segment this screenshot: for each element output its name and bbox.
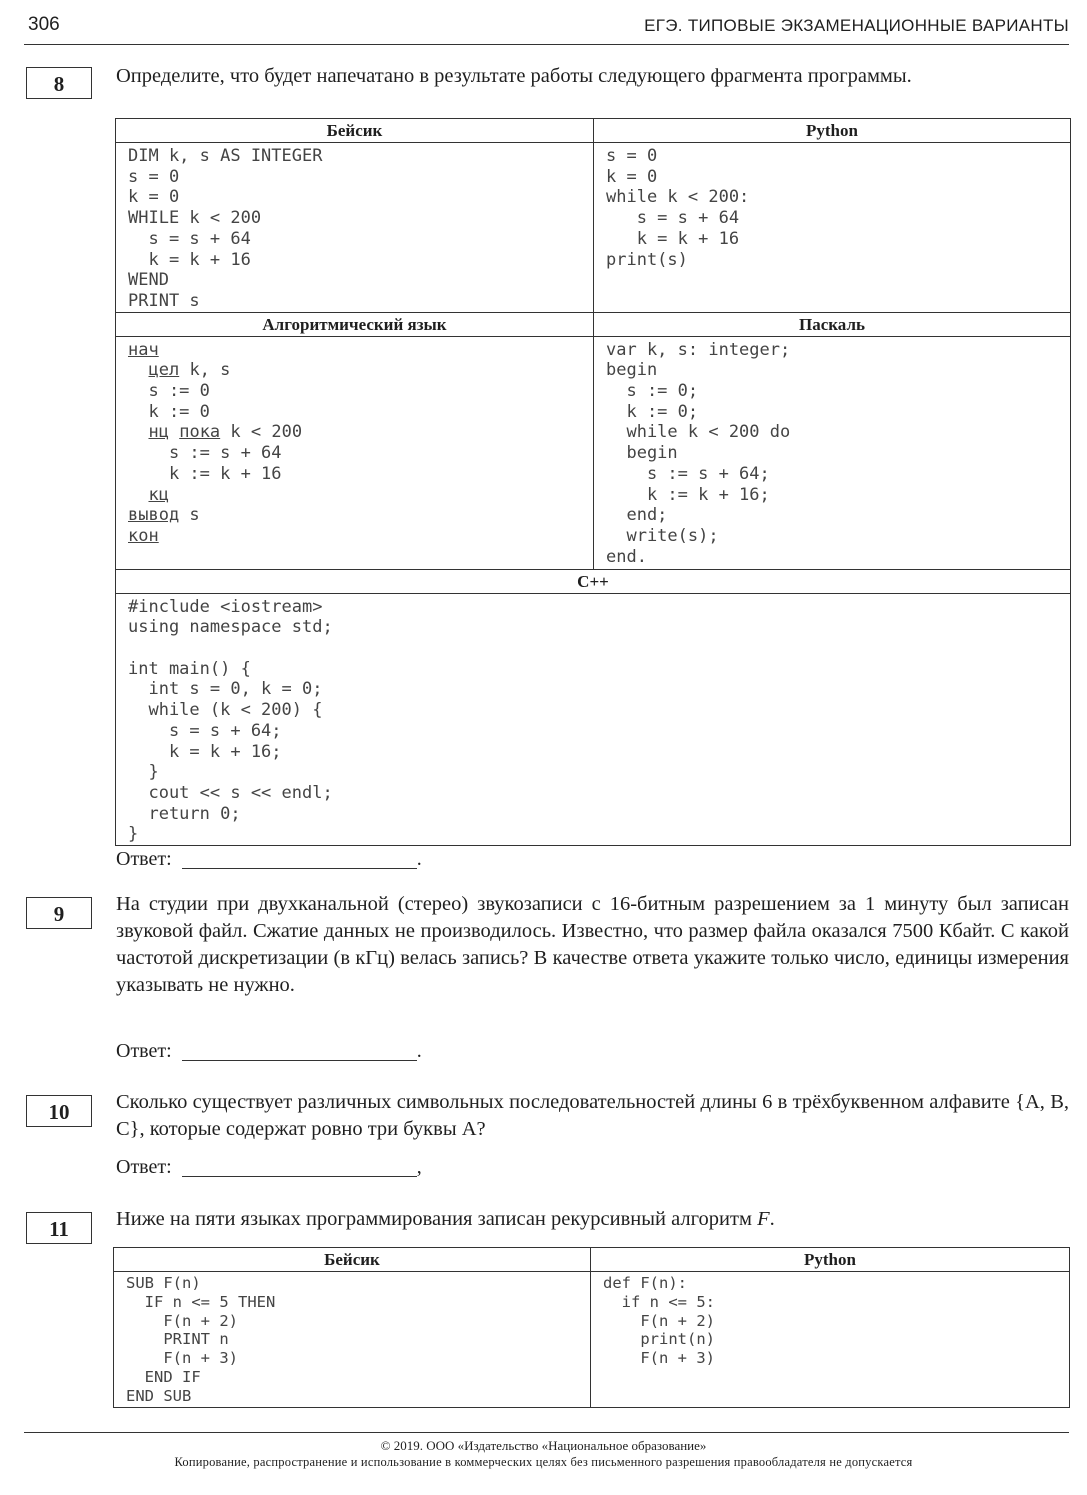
q8-python-code: s = 0 k = 0 while k < 200: s = s + 64 k = k + 16 print(s): [606, 146, 750, 270]
algo-decl: k, s: [179, 360, 231, 381]
header-rule: [24, 44, 1069, 45]
algo-output: s: [179, 505, 200, 526]
algo-body2: k := k + 16: [128, 463, 282, 484]
question-9-number: 9: [26, 897, 92, 929]
algo-s-init: s := 0: [128, 381, 210, 402]
page-number: 306: [28, 14, 60, 35]
q11-python-header: Python: [591, 1248, 1070, 1272]
q8-basic-header: Бейсик: [116, 119, 594, 143]
question-8-text: Определите, что будет напечатано в результате работы следующего фрагмента программы.: [116, 65, 912, 87]
q11-basic-header: Бейсик: [114, 1248, 591, 1272]
q9-answer-blank[interactable]: [182, 1040, 417, 1061]
q10-answer-end: ,: [416, 1156, 422, 1178]
footer-copyright: © 2019. ООО «Издательство «Национальное образование»: [380, 1438, 707, 1453]
question-8-number: 8: [26, 67, 92, 99]
question-11-number: 11: [26, 1212, 92, 1244]
q10-answer: [116, 1156, 422, 1179]
question-10-number: 10: [26, 1095, 92, 1127]
kw-nach: нач: [128, 339, 159, 360]
q8-cpp-header: C++: [116, 569, 1071, 593]
q10-answer-blank[interactable]: [182, 1156, 417, 1177]
question-10-text: Сколько существует различных символьных последовательностей длины 6 в трёхбуквенном алфавите {A, B, C}, которые содержат ровно три буквы A?: [116, 1091, 1069, 1140]
q11-python-code: def F(n): if n <= 5: F(n + 2) print(n) F(n + 3): [603, 1274, 715, 1368]
q8-pascal-code: var k, s: integer; begin s := 0; k := 0; while k < 200 do begin s := s + 64; k := k + 16; end; write(s); end.: [606, 339, 791, 567]
q9-answer-end: .: [416, 1040, 422, 1062]
kw-nc: нц: [148, 422, 169, 443]
footer-rule: [24, 1432, 1069, 1433]
footer-notice: Копирование, распространение и использование в коммерческих целях без письменного разрешения правообладателя не допускается: [174, 1455, 913, 1469]
q8-code-table: [115, 118, 1071, 846]
algo-cond: k < 200: [220, 422, 303, 443]
question-11-text: [116, 1206, 1069, 1233]
q11-basic-code: SUB F(n) IF n <= 5 THEN F(n + 2) PRINT n F(n + 3) END IF END SUB: [126, 1274, 276, 1405]
kw-vyvod: вывод: [128, 505, 180, 526]
q8-algo-header: Алгоритмический язык: [116, 312, 594, 336]
q8-answer: [116, 848, 422, 871]
q11-code-table: [113, 1247, 1070, 1408]
q8-answer-end: .: [416, 848, 422, 870]
kw-poka: пока: [179, 422, 221, 443]
q11-text-var: F: [757, 1208, 770, 1230]
answer-label: Ответ:: [116, 1040, 172, 1062]
algo-body1: s := s + 64: [128, 443, 282, 464]
q8-python-header: Python: [594, 119, 1071, 143]
q8-algo-code: [116, 337, 593, 547]
kw-kc: кц: [148, 484, 169, 505]
q8-pascal-header: Паскаль: [594, 312, 1071, 336]
kw-kon: кон: [128, 525, 159, 546]
algo-k-init: k := 0: [128, 401, 210, 422]
kw-cel: цел: [148, 360, 180, 381]
answer-label: Ответ:: [116, 848, 172, 870]
q8-cpp-code: #include <iostream> using namespace std; int main() { int s = 0, k = 0; while (k < 200) { s = s + 64; k = k + 16; } cout << s << endl; return 0; }: [128, 596, 333, 845]
answer-label: Ответ:: [116, 1156, 172, 1178]
q11-text-end: .: [769, 1208, 775, 1230]
q8-answer-blank[interactable]: [182, 848, 417, 869]
question-9-text: На студии при двухканальной (стерео) звукозаписи с 16-битным разрешением за 1 минуту был записан звуковой файл. Сжатие данных не производилось. Известно, что размер файла оказался 7500 Кбайт. С какой частотой дискретизации (в кГц) велась запись? В качестве ответа укажите только число, единицы измерения указывать не нужно.: [116, 893, 1069, 996]
running-title: ЕГЭ. ТИПОВЫЕ ЭКЗАМЕНАЦИОННЫЕ ВАРИАНТЫ: [644, 16, 1069, 35]
q9-answer: [116, 1040, 422, 1063]
q11-text-main: Ниже на пяти языках программирования записан рекурсивный алгоритм: [116, 1208, 758, 1230]
q8-basic-code: DIM k, s AS INTEGER s = 0 k = 0 WHILE k < 200 s = s + 64 k = k + 16 WEND PRINT s: [128, 146, 323, 311]
